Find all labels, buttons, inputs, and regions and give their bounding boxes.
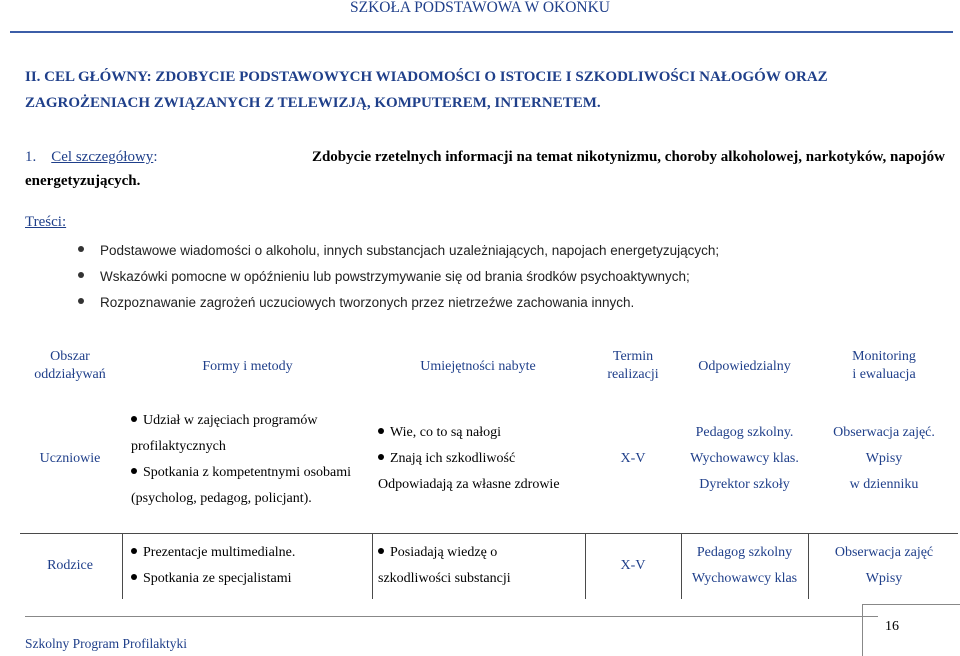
section-heading-line2: ZAGROŻENIACH ZWIĄZANYCH Z TELEWIZJĄ, KOMPUTEREM, INTERNETEM. — [25, 95, 601, 111]
col-header-odpowiedzialny: Odpowiedzialny — [698, 359, 791, 374]
row-rodzice-monitoring: Obserwacja zajęć Wpisy — [834, 545, 934, 586]
footer-program-name: Szkolny Program Profilaktyki — [25, 636, 187, 651]
tresci-label: Treści: — [25, 214, 67, 230]
col-header-monitoring: Monitoring i ewaluacja — [852, 349, 916, 382]
row-rodzice-responsible: Pedagog szkolny Wychowawcy klas — [691, 545, 798, 586]
content-bullet-list — [78, 238, 938, 316]
row-uczniowie-term: X-V — [620, 451, 646, 466]
table-col-divider — [122, 533, 123, 599]
table-col-divider — [585, 533, 586, 599]
specific-goal-label: Cel szczegółowy — [51, 149, 154, 165]
header-divider — [10, 31, 953, 33]
bullet-icon — [378, 428, 384, 434]
bullet-icon — [378, 454, 384, 460]
bullet-icon — [78, 246, 84, 252]
row-rodzice-forms: Prezentacje multimedialne. Spotkania ze specjalistami — [131, 540, 371, 592]
table-col-divider — [681, 533, 682, 599]
row-uczniowie-forms: Udział w zajęciach programów profilaktycznych Spotkania z kompetentnymi osobami (psycholog, pedagog, policjant). — [131, 413, 352, 506]
row-uczniowie-skills: Wie, co to są nałogi Znają ich szkodliwość Odpowiadają za własne zdrowie — [378, 425, 560, 492]
list-item: Podstawowe wiadomości o alkoholu, innych substancjach uzależniających, napojach energetyzujących; — [78, 238, 938, 264]
col-header-umiejetnosci: Umiejętności nabyte — [420, 359, 536, 374]
specific-goal-number: 1. — [25, 149, 37, 165]
table-row-divider — [20, 533, 958, 534]
row-rodzice-skills: Posiadają wiedzę o szkodliwości substancji — [378, 545, 511, 586]
col-header-termin: Termin realizacji — [607, 349, 659, 382]
row-uczniowie-monitoring: Obserwacja zajęć. Wpisy w dzienniku — [833, 425, 935, 492]
col-header-formy: Formy i metody — [202, 359, 293, 374]
page-header: SZKOŁA PODSTAWOWA W OKONKU — [349, 0, 611, 16]
section-heading-line1: II. CEL GŁÓWNY: ZDOBYCIE PODSTAWOWYCH WIADOMOŚCI O ISTOCIE I SZKODLIWOŚCI NAŁOGÓW ORAZ — [25, 69, 828, 85]
specific-goal-text-cont: energetyzujących. — [25, 173, 141, 189]
page-number: 16 — [885, 619, 899, 634]
bullet-icon — [78, 298, 84, 304]
col-header-obszar: Obszar oddziaływań — [34, 349, 106, 382]
specific-goal-text: Zdobycie rzetelnych informacji na temat nikotynizmu, choroby alkoholowej, narkotyków, napojów — [311, 149, 945, 165]
row-rodzice-term: X-V — [620, 558, 646, 573]
bullet-icon — [378, 548, 384, 554]
specific-goal — [25, 145, 945, 193]
table-col-divider — [808, 533, 809, 599]
specific-goal-colon: : — [153, 149, 158, 165]
row-rodzice-area: Rodzice — [47, 558, 93, 573]
list-item: Wskazówki pomocne w opóźnieniu lub powstrzymywanie się od brania środków psychoaktywnych; — [78, 264, 938, 290]
list-item: Rozpoznawanie zagrożeń uczuciowych tworzonych przez nietrzeźwe zachowania innych. — [78, 290, 938, 316]
row-uczniowie-responsible: Pedagog szkolny. Wychowawcy klas. Dyrektor szkoły — [690, 425, 799, 492]
table-col-divider — [372, 533, 373, 599]
bullet-icon — [131, 574, 137, 580]
footer-divider — [25, 616, 878, 617]
section-heading — [25, 64, 945, 116]
bullet-icon — [78, 272, 84, 278]
bullet-icon — [131, 548, 137, 554]
bullet-icon — [131, 416, 137, 422]
bullet-icon — [131, 468, 137, 474]
row-uczniowie-area: Uczniowie — [39, 451, 101, 466]
